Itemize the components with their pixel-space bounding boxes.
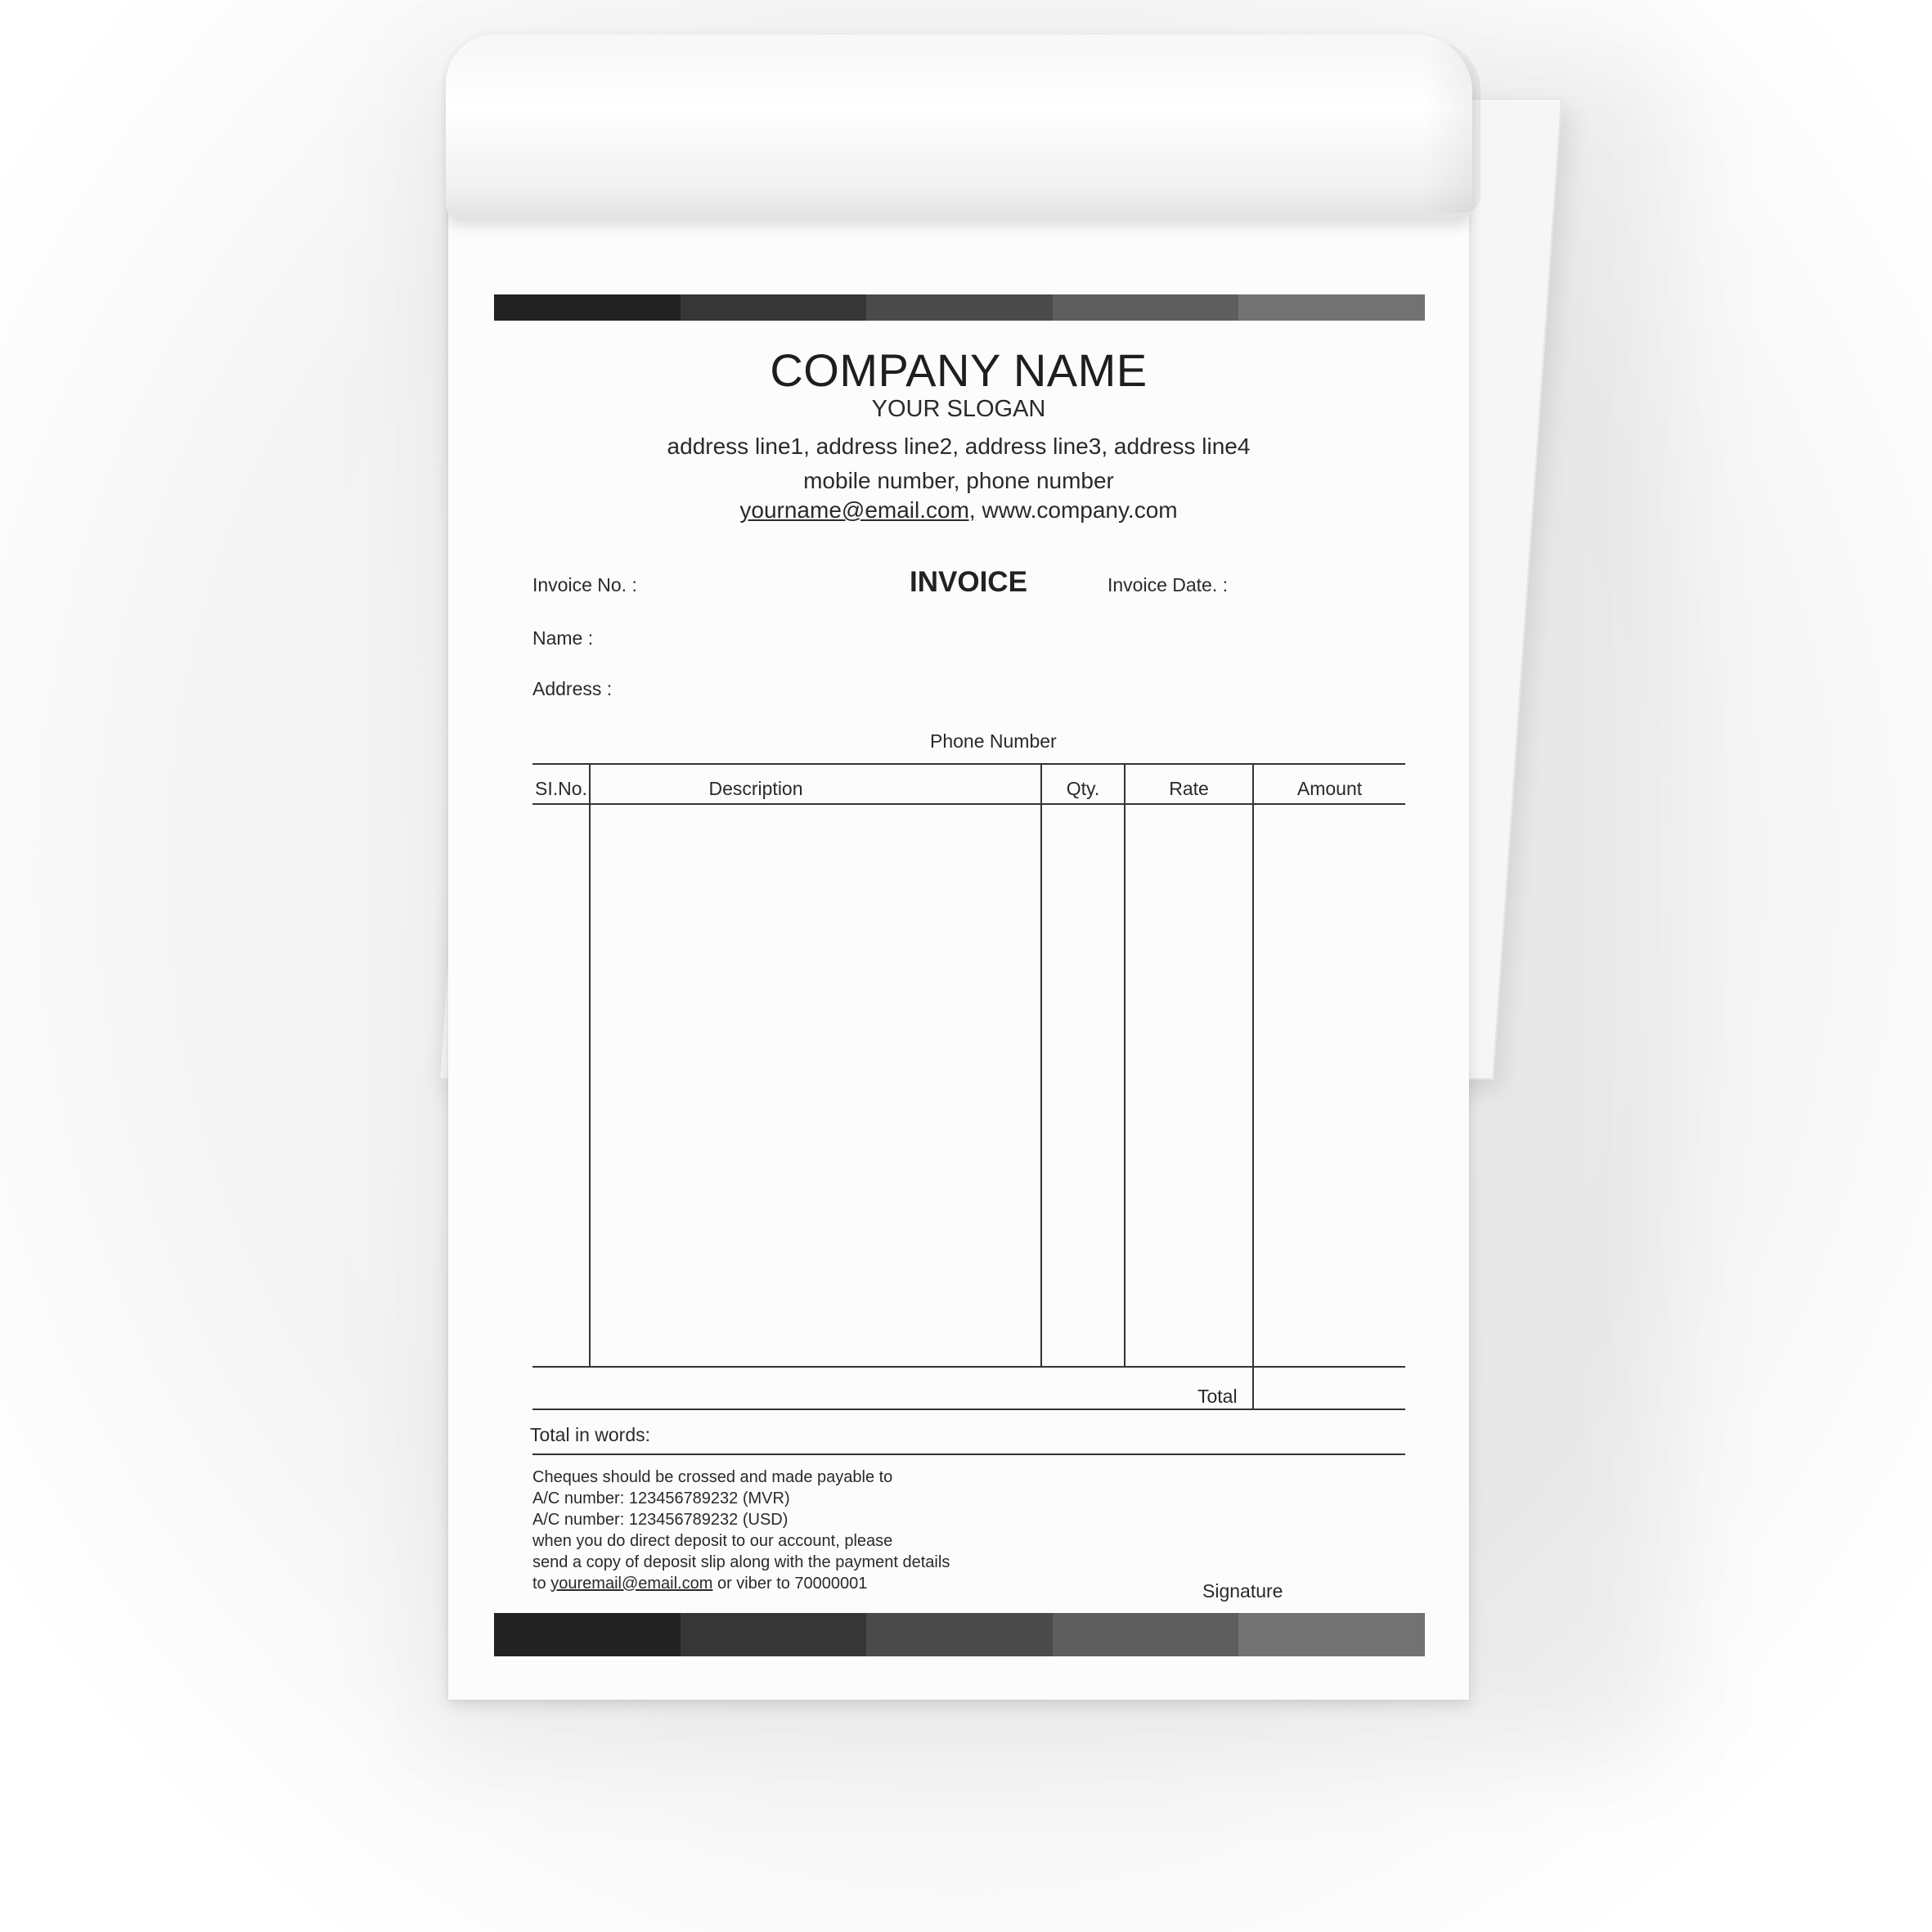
stripe-segment xyxy=(1238,294,1425,321)
notes-line xyxy=(532,1573,950,1594)
customer-name-label: Name : xyxy=(532,627,594,649)
company-address: address line1, address line2, address line3, address line4 xyxy=(667,434,1251,459)
column-header-rate: Rate xyxy=(1169,778,1209,799)
stripe-segment xyxy=(866,294,1053,321)
customer-address-label: Address : xyxy=(532,678,613,699)
column-header-description: Description xyxy=(708,778,803,799)
table-bottom-rule xyxy=(532,1366,1405,1368)
table-top-rule xyxy=(532,763,1405,765)
column-divider xyxy=(1040,763,1042,1368)
column-header-amount: Amount xyxy=(1296,778,1363,799)
signature-label: Signature xyxy=(1202,1580,1283,1602)
column-divider xyxy=(1252,763,1254,1410)
company-name: COMPANY NAME xyxy=(770,344,1148,396)
invoice-date-label: Invoice Date. : xyxy=(1108,574,1229,595)
stripe-segment xyxy=(494,1613,681,1656)
column-header-qty: Qty. xyxy=(1066,778,1100,799)
company-email: yourname@email.com, xyxy=(739,497,976,523)
stripe-segment xyxy=(681,1613,867,1656)
table-header-rule xyxy=(532,803,1405,805)
total-in-words-label: Total in words: xyxy=(530,1424,651,1445)
payment-notes xyxy=(532,1467,950,1594)
column-header-sino: SI.No. xyxy=(535,778,587,799)
company-contact-numbers: mobile number, phone number xyxy=(803,468,1114,493)
company-website: www.company.com xyxy=(975,497,1178,523)
total-words-rule xyxy=(532,1453,1405,1455)
top-color-stripe xyxy=(494,294,1425,321)
invoice-number-label: Invoice No. : xyxy=(532,574,637,595)
stripe-segment xyxy=(866,1613,1053,1656)
notes-line: A/C number: 123456789232 (MVR) xyxy=(532,1489,790,1507)
company-email-website xyxy=(448,497,1469,523)
column-divider xyxy=(1124,763,1126,1368)
notes-line: Cheques should be crossed and made payable to xyxy=(532,1468,893,1486)
binding-edge-shade xyxy=(1423,41,1480,213)
notes-line: when you do direct deposit to our account, please xyxy=(532,1532,893,1550)
notes-text: to xyxy=(532,1575,551,1593)
invoice-title: INVOICE xyxy=(910,566,1027,598)
company-slogan: YOUR SLOGAN xyxy=(871,396,1046,422)
stripe-segment xyxy=(1238,1613,1425,1656)
phone-number-label: Phone Number xyxy=(930,730,1057,752)
pad-binding xyxy=(446,34,1472,219)
total-row-rule xyxy=(532,1409,1405,1410)
stripe-segment xyxy=(681,294,867,321)
notes-line: A/C number: 123456789232 (USD) xyxy=(532,1511,789,1529)
notes-email: youremail@email.com xyxy=(550,1575,713,1593)
column-divider xyxy=(589,763,591,1368)
total-label: Total xyxy=(1197,1386,1238,1407)
stripe-segment xyxy=(494,294,681,321)
bottom-color-stripe xyxy=(494,1613,1425,1656)
notes-text: or viber to 70000001 xyxy=(712,1575,868,1593)
stripe-segment xyxy=(1053,294,1239,321)
notes-line: send a copy of deposit slip along with the payment details xyxy=(532,1553,950,1571)
stripe-segment xyxy=(1053,1613,1239,1656)
